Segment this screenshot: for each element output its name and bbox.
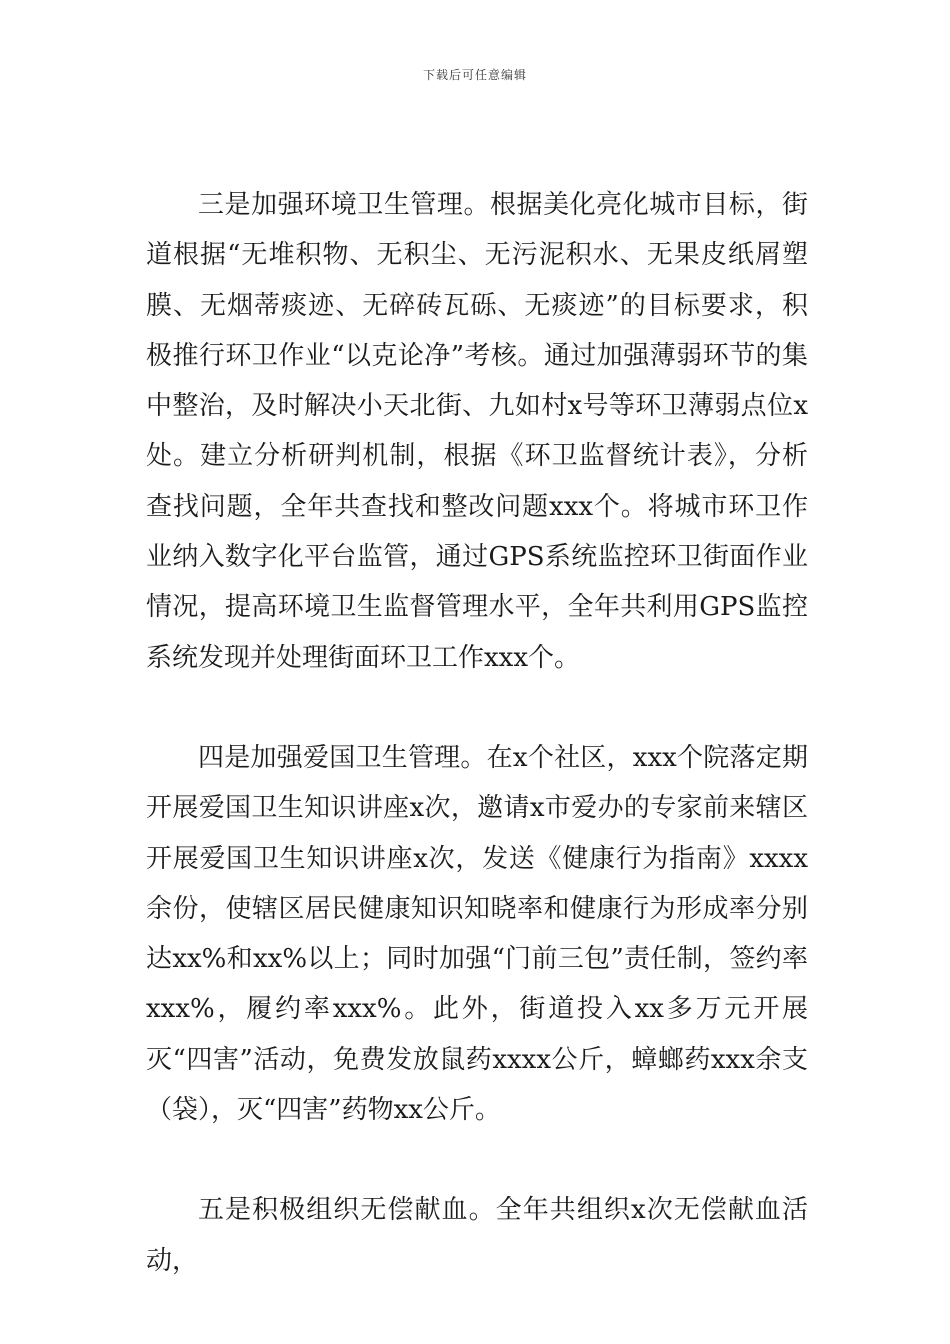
page-header-note: 下载后可任意编辑 (422, 68, 527, 82)
paragraph-blood-donation: 五是积极组织无偿献血。全年共组织x次无偿献血活动， (146, 1195, 808, 1276)
paragraph-patriotic-health: 四是加强爱国卫生管理。在x个社区，xxx个院落定期开展爱国卫生知识讲座x次，邀请x市爱办的专家前来辖区开展爱国卫生知识讲座x次，发送《健康行为指南》xxxx余份，使辖区居民健康知识知晓率和健康行为形成率分别达xx%和xx%以上；同时加强“门前三包”责任制，签约率xxx%，履约率xxx%。此外，街道投入xx多万元开展灭“四害”活动，免费发放鼠药xxxx公斤，蟑螂药xxx余支（袋），灭“四害”药物xx公斤。 (146, 742, 808, 1126)
document-body (146, 180, 808, 1286)
paragraph-environment-sanitation: 三是加强环境卫生管理。根据美化亮化城市目标，街道根据“无堆积物、无积尘、无污泥积水、无果皮纸屑塑膜、无烟蒂痰迹、无碎砖瓦砾、无痰迹”的目标要求，积极推行环卫作业“以克论净”考核。通过加强薄弱环节的集中整治，及时解决小天北街、九如村x号等环卫薄弱点位x处。建立分析研判机制，根据《环卫监督统计表》，分析查找问题，全年共查找和整改问题xxx个。将城市环卫作业纳入数字化平台监管，通过GPS系统监控环卫街面作业情况，提高环境卫生监督管理水平，全年共利用GPS监控系统发现并处理街面环卫工作xxx个。 (146, 190, 808, 673)
